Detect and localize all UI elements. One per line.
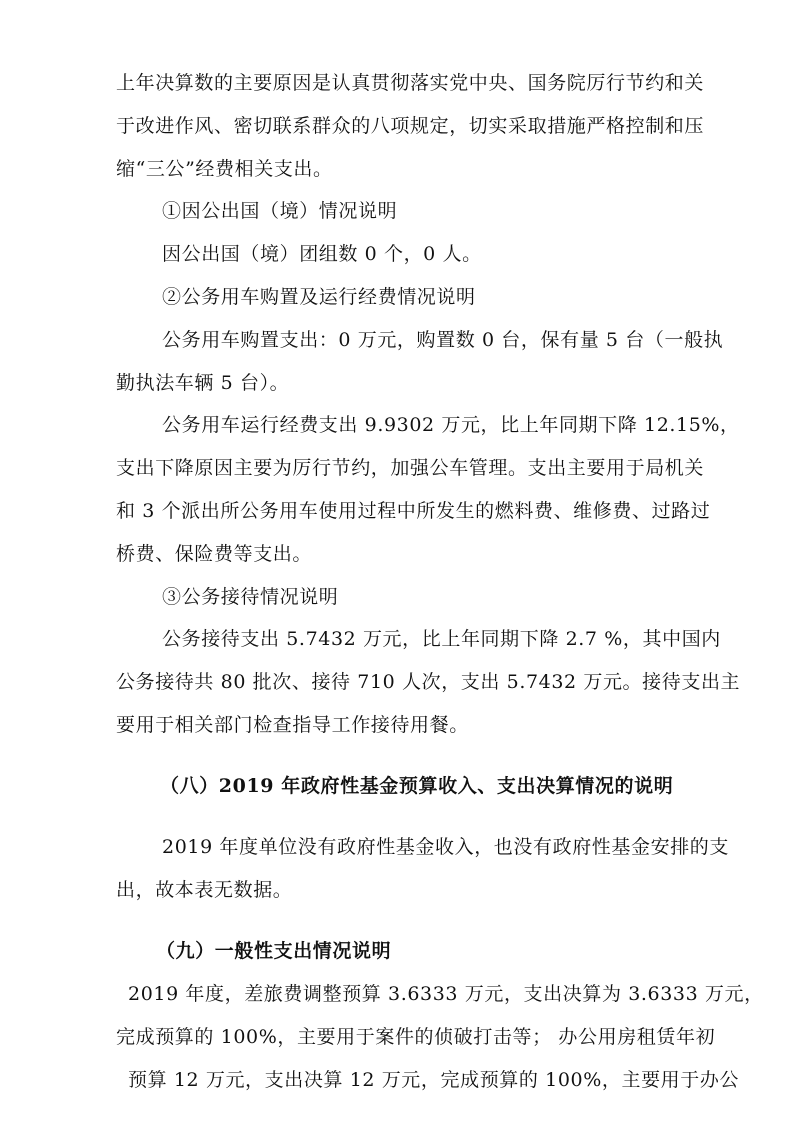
- paragraph-line: 出，故本表无数据。: [116, 879, 293, 901]
- paragraph-line: 缩“三公”经费相关支出。: [116, 158, 333, 180]
- paragraph-line: 上年决算数的主要原因是认真贯彻落实党中央、国务院厉行节约和关: [116, 72, 705, 94]
- paragraph-line: 公务接待支出 5.7432 万元，比上年同期下降 2.7 %，其中国内: [162, 628, 721, 650]
- paragraph-line: 勤执法车辆 5 台）。: [116, 372, 290, 394]
- section-heading: （八）2019 年政府性基金预算收入、支出决算情况的说明: [160, 775, 674, 797]
- paragraph-line: 完成预算的 100%，主要用于案件的侦破打击等； 办公用房租赁年初: [116, 1026, 716, 1048]
- paragraph-line: 公务接待共 80 批次、接待 710 人次，支出 5.7432 万元。接待支出主: [116, 671, 741, 693]
- paragraph-line: 因公出国（境）团组数 0 个，0 人。: [162, 243, 482, 265]
- item-heading: ①因公出国（境）情况说明: [162, 200, 398, 222]
- paragraph-line: 于改进作风、密切联系群众的八项规定，切实采取措施严格控制和压: [116, 115, 705, 137]
- item-heading: ②公务用车购置及运行经费情况说明: [162, 286, 476, 308]
- paragraph-line: 公务用车购置支出：0 万元，购置数 0 台，保有量 5 台（一般执: [162, 329, 724, 351]
- paragraph-line: 支出下降原因主要为厉行节约，加强公车管理。支出主要用于局机关: [116, 457, 705, 479]
- paragraph-line: 2019 年度，差旅费调整预算 3.6333 万元，支出决算为 3.6333 万元，: [128, 983, 764, 1005]
- paragraph-line: 公务用车运行经费支出 9.9302 万元，比上年同期下降 12.15%，: [162, 414, 740, 436]
- paragraph-line: 桥费、保险费等支出。: [116, 543, 313, 565]
- paragraph-line: 要用于相关部门检查指导工作接待用餐。: [116, 714, 469, 736]
- paragraph-line: 2019 年度单位没有政府性基金收入，也没有政府性基金安排的支: [162, 836, 729, 858]
- paragraph-line: 预算 12 万元，支出决算 12 万元，完成预算的 100%，主要用于办公: [128, 1069, 740, 1091]
- section-heading: （九）一般性支出情况说明: [156, 940, 392, 962]
- item-heading: ③公务接待情况说明: [162, 586, 339, 608]
- paragraph-line: 和 3 个派出所公务用车使用过程中所发生的燃料费、维修费、过路过: [116, 500, 711, 522]
